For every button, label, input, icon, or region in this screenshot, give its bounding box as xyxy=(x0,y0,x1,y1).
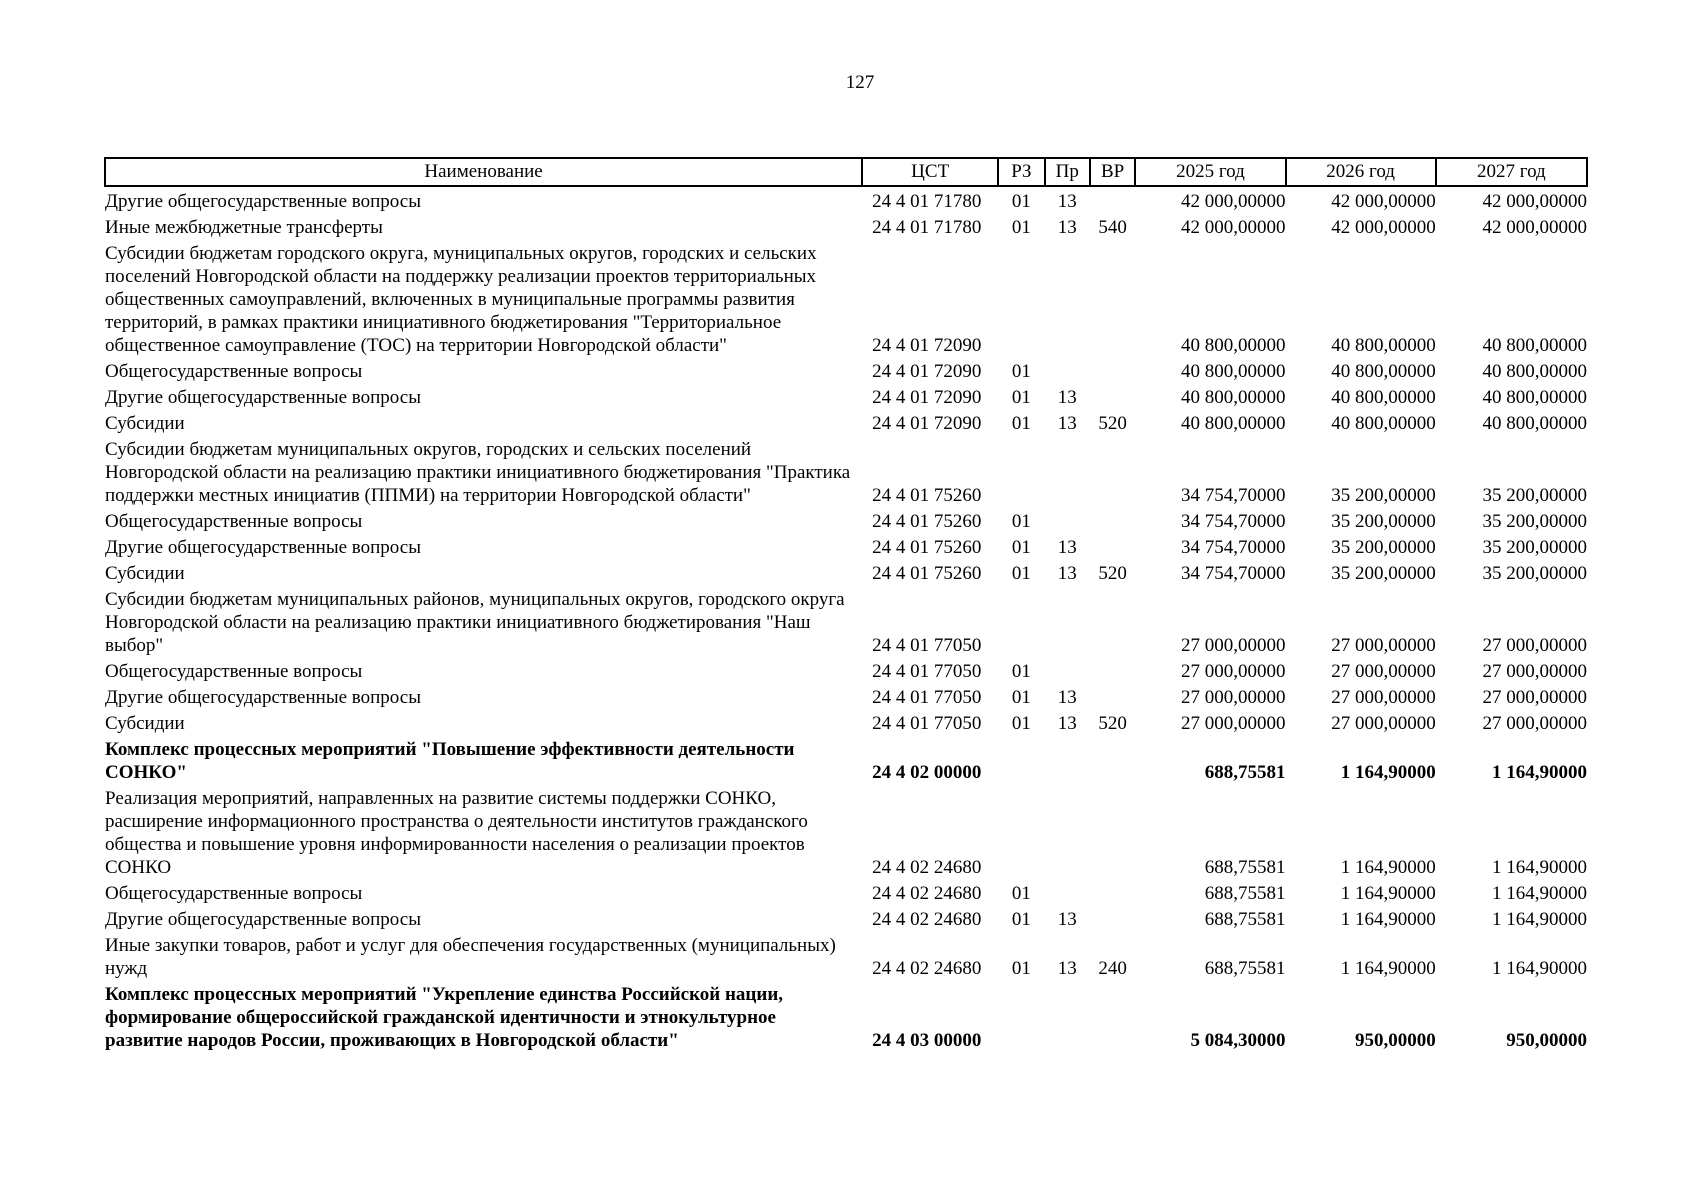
cell-vr xyxy=(1090,735,1135,784)
cell-cst: 24 4 01 72090 xyxy=(872,361,982,382)
cell-vr xyxy=(1090,533,1135,559)
header-pr: Пр xyxy=(1045,158,1090,186)
cell-pr xyxy=(1045,239,1090,357)
cell-cst: 24 4 02 24680 xyxy=(872,857,982,878)
cell-name: Другие общегосударственные вопросы xyxy=(105,537,421,558)
cell-name: Комплекс процессных мероприятий "Повышение эффективности деятельности СОНКО" xyxy=(105,739,795,783)
cell-2027: 42 000,00000 xyxy=(1482,217,1587,238)
cell-cst: 24 4 01 77050 xyxy=(872,635,982,656)
cell-pr xyxy=(1045,657,1090,683)
cell-2027: 1 164,90000 xyxy=(1492,762,1587,783)
page-number: 127 xyxy=(845,72,875,93)
cell-pr: 13 xyxy=(1057,687,1077,708)
cell-cst: 24 4 01 71780 xyxy=(872,217,982,238)
table-row xyxy=(105,683,1587,709)
cell-cst: 24 4 02 24680 xyxy=(872,909,982,930)
cell-vr xyxy=(1090,905,1135,931)
cell-rz: 01 xyxy=(1011,361,1031,382)
cell-pr xyxy=(1045,357,1090,383)
cell-2027: 27 000,00000 xyxy=(1482,713,1587,734)
cell-name: Другие общегосударственные вопросы xyxy=(105,191,421,212)
cell-2025: 40 800,00000 xyxy=(1181,413,1286,434)
cell-vr: 520 xyxy=(1098,713,1127,734)
table-row xyxy=(105,357,1587,383)
cell-2026: 35 200,00000 xyxy=(1331,511,1436,532)
cell-vr xyxy=(1090,239,1135,357)
cell-pr: 13 xyxy=(1057,387,1077,408)
table-row xyxy=(105,585,1587,657)
cell-2025: 34 754,70000 xyxy=(1181,563,1286,584)
cell-vr xyxy=(1090,657,1135,683)
cell-pr xyxy=(1045,435,1090,507)
cell-2025: 42 000,00000 xyxy=(1181,217,1286,238)
cell-rz: 01 xyxy=(1011,413,1031,434)
table-row xyxy=(105,507,1587,533)
cell-vr xyxy=(1090,186,1135,213)
table-row xyxy=(105,383,1587,409)
header-2026: 2026 год xyxy=(1286,158,1436,186)
cell-rz xyxy=(998,585,1044,657)
cell-rz xyxy=(998,239,1044,357)
cell-rz: 01 xyxy=(1011,217,1031,238)
cell-rz xyxy=(998,980,1044,1052)
cell-2027: 35 200,00000 xyxy=(1482,537,1587,558)
cell-cst: 24 4 01 75260 xyxy=(872,511,982,532)
cell-2027: 27 000,00000 xyxy=(1482,635,1587,656)
cell-2025: 40 800,00000 xyxy=(1181,361,1286,382)
cell-2025: 40 800,00000 xyxy=(1181,335,1286,356)
cell-2027: 27 000,00000 xyxy=(1482,687,1587,708)
cell-cst: 24 4 01 77050 xyxy=(872,713,982,734)
cell-cst: 24 4 02 24680 xyxy=(872,883,982,904)
header-rz: РЗ xyxy=(998,158,1044,186)
table-row xyxy=(105,905,1587,931)
cell-cst: 24 4 02 24680 xyxy=(872,958,982,979)
table-row xyxy=(105,657,1587,683)
cell-2027: 1 164,90000 xyxy=(1492,883,1587,904)
cell-name: Иные закупки товаров, работ и услуг для обеспечения государственных (муниципальных) нужд xyxy=(105,935,836,979)
cell-rz: 01 xyxy=(1011,661,1031,682)
cell-pr xyxy=(1045,585,1090,657)
cell-2026: 950,00000 xyxy=(1354,1030,1436,1051)
cell-2025: 34 754,70000 xyxy=(1181,537,1286,558)
cell-cst: 24 4 01 75260 xyxy=(872,485,982,506)
cell-vr: 540 xyxy=(1098,217,1127,238)
cell-2026: 1 164,90000 xyxy=(1340,909,1436,930)
cell-2026: 1 164,90000 xyxy=(1340,958,1436,979)
cell-rz: 01 xyxy=(1011,713,1031,734)
cell-cst: 24 4 01 71780 xyxy=(872,191,982,212)
cell-name: Субсидии бюджетам муниципальных районов, муниципальных округов, городского округа Новгородской области на реализацию практики инициативного бюджетирования "Наш выбор" xyxy=(105,589,845,656)
table-row xyxy=(105,533,1587,559)
cell-vr xyxy=(1090,507,1135,533)
budget-table xyxy=(104,157,1588,1052)
cell-pr xyxy=(1045,784,1090,879)
cell-rz: 01 xyxy=(1011,883,1031,904)
cell-2026: 40 800,00000 xyxy=(1331,361,1436,382)
cell-rz: 01 xyxy=(1011,958,1031,979)
cell-2027: 950,00000 xyxy=(1506,1030,1587,1051)
cell-2027: 40 800,00000 xyxy=(1482,387,1587,408)
cell-2027: 1 164,90000 xyxy=(1492,857,1587,878)
cell-pr: 13 xyxy=(1057,958,1077,979)
cell-pr xyxy=(1045,735,1090,784)
cell-2026: 27 000,00000 xyxy=(1331,713,1436,734)
cell-2025: 42 000,00000 xyxy=(1181,191,1286,212)
table-row xyxy=(105,784,1587,879)
table-row xyxy=(105,559,1587,585)
cell-2026: 27 000,00000 xyxy=(1331,635,1436,656)
cell-2027: 40 800,00000 xyxy=(1482,413,1587,434)
cell-cst: 24 4 03 00000 xyxy=(872,1030,982,1051)
cell-name: Реализация мероприятий, направленных на развитие системы поддержки СОНКО, расширение информационного пространства о деятельности институтов гражданского общества и повышение уровня информированности населения о реализации проектов СОНКО xyxy=(105,788,808,878)
cell-2026: 42 000,00000 xyxy=(1331,191,1436,212)
cell-vr xyxy=(1090,784,1135,879)
cell-2025: 27 000,00000 xyxy=(1181,661,1286,682)
cell-pr: 13 xyxy=(1057,563,1077,584)
cell-vr xyxy=(1090,357,1135,383)
cell-2025: 40 800,00000 xyxy=(1181,387,1286,408)
cell-pr: 13 xyxy=(1057,217,1077,238)
cell-2025: 688,75581 xyxy=(1204,857,1286,878)
cell-2026: 35 200,00000 xyxy=(1331,537,1436,558)
table-row xyxy=(105,980,1587,1052)
cell-vr: 520 xyxy=(1098,413,1127,434)
cell-rz xyxy=(998,435,1044,507)
table-row xyxy=(105,409,1587,435)
cell-2026: 35 200,00000 xyxy=(1331,563,1436,584)
header-2027: 2027 год xyxy=(1436,158,1587,186)
cell-2026: 1 164,90000 xyxy=(1340,883,1436,904)
cell-2025: 5 084,30000 xyxy=(1190,1030,1286,1051)
cell-cst: 24 4 01 77050 xyxy=(872,661,982,682)
table-row xyxy=(105,435,1587,507)
cell-2026: 40 800,00000 xyxy=(1331,335,1436,356)
cell-name: Субсидии бюджетам городского округа, муниципальных округов, городских и сельских поселений Новгородской области на поддержку реализации проектов территориальных общественных самоуправлений, включенных в муниципальные программы развития территорий, в рамках практики инициативного бюджетирования "Территориальное общественное самоуправление (ТОС) на территории Новгородской области" xyxy=(105,243,817,356)
table-body xyxy=(105,186,1587,1052)
cell-2027: 35 200,00000 xyxy=(1482,511,1587,532)
cell-2026: 27 000,00000 xyxy=(1331,661,1436,682)
cell-cst: 24 4 01 72090 xyxy=(872,413,982,434)
cell-2026: 40 800,00000 xyxy=(1331,413,1436,434)
table-header xyxy=(105,158,1587,186)
table-row xyxy=(105,735,1587,784)
cell-name: Другие общегосударственные вопросы xyxy=(105,909,421,930)
cell-2026: 42 000,00000 xyxy=(1331,217,1436,238)
cell-name: Другие общегосударственные вопросы xyxy=(105,387,421,408)
cell-rz xyxy=(998,735,1044,784)
cell-2025: 688,75581 xyxy=(1204,958,1286,979)
cell-2025: 27 000,00000 xyxy=(1181,713,1286,734)
cell-2025: 27 000,00000 xyxy=(1181,635,1286,656)
header-vr: ВР xyxy=(1090,158,1135,186)
cell-rz: 01 xyxy=(1011,387,1031,408)
cell-2027: 35 200,00000 xyxy=(1482,485,1587,506)
table-row xyxy=(105,213,1587,239)
cell-rz: 01 xyxy=(1011,563,1031,584)
cell-pr: 13 xyxy=(1057,191,1077,212)
cell-2027: 27 000,00000 xyxy=(1482,661,1587,682)
cell-vr xyxy=(1090,383,1135,409)
cell-name: Субсидии бюджетам муниципальных округов, городских и сельских поселений Новгородской области на реализацию практики инициативного бюджетирования "Практика поддержки местных инициатив (ППМИ) на территории Новгородской области" xyxy=(105,439,851,506)
cell-vr: 240 xyxy=(1098,958,1127,979)
cell-name: Общегосударственные вопросы xyxy=(105,511,363,532)
cell-2026: 1 164,90000 xyxy=(1340,762,1436,783)
cell-pr: 13 xyxy=(1057,413,1077,434)
header-name: Наименование xyxy=(105,158,862,186)
cell-rz: 01 xyxy=(1011,191,1031,212)
cell-2026: 40 800,00000 xyxy=(1331,387,1436,408)
cell-vr xyxy=(1090,435,1135,507)
cell-cst: 24 4 01 77050 xyxy=(872,687,982,708)
cell-pr xyxy=(1045,980,1090,1052)
cell-cst: 24 4 01 72090 xyxy=(872,335,982,356)
cell-rz xyxy=(998,784,1044,879)
cell-2026: 27 000,00000 xyxy=(1331,687,1436,708)
cell-rz: 01 xyxy=(1011,511,1031,532)
cell-cst: 24 4 01 75260 xyxy=(872,537,982,558)
cell-name: Комплекс процессных мероприятий "Укрепление единства Российской нации, формирование общероссийской гражданской идентичности и этнокультурное развитие народов России, проживающих в Новгородской области" xyxy=(105,984,784,1051)
cell-name: Общегосударственные вопросы xyxy=(105,661,363,682)
cell-name: Общегосударственные вопросы xyxy=(105,883,363,904)
cell-cst: 24 4 01 75260 xyxy=(872,563,982,584)
cell-2025: 34 754,70000 xyxy=(1181,511,1286,532)
cell-2026: 35 200,00000 xyxy=(1331,485,1436,506)
cell-name: Субсидии xyxy=(105,563,185,584)
cell-2027: 40 800,00000 xyxy=(1482,335,1587,356)
cell-vr xyxy=(1090,683,1135,709)
cell-2025: 34 754,70000 xyxy=(1181,485,1286,506)
cell-name: Субсидии xyxy=(105,413,185,434)
cell-2027: 1 164,90000 xyxy=(1492,958,1587,979)
cell-name: Общегосударственные вопросы xyxy=(105,361,363,382)
cell-name: Иные межбюджетные трансферты xyxy=(105,217,383,238)
header-cst: ЦСТ xyxy=(862,158,998,186)
cell-2026: 1 164,90000 xyxy=(1340,857,1436,878)
cell-2027: 40 800,00000 xyxy=(1482,361,1587,382)
cell-rz: 01 xyxy=(1011,537,1031,558)
cell-name: Другие общегосударственные вопросы xyxy=(105,687,421,708)
cell-2027: 42 000,00000 xyxy=(1482,191,1587,212)
cell-pr xyxy=(1045,507,1090,533)
cell-2025: 688,75581 xyxy=(1204,883,1286,904)
cell-vr: 520 xyxy=(1098,563,1127,584)
header-2025: 2025 год xyxy=(1135,158,1285,186)
cell-2027: 1 164,90000 xyxy=(1492,909,1587,930)
cell-vr xyxy=(1090,980,1135,1052)
cell-pr: 13 xyxy=(1057,909,1077,930)
table-row xyxy=(105,186,1587,213)
cell-rz: 01 xyxy=(1011,687,1031,708)
cell-rz: 01 xyxy=(1011,909,1031,930)
cell-pr: 13 xyxy=(1057,537,1077,558)
cell-vr xyxy=(1090,879,1135,905)
cell-2025: 688,75581 xyxy=(1204,762,1286,783)
cell-vr xyxy=(1090,585,1135,657)
cell-2025: 688,75581 xyxy=(1204,909,1286,930)
cell-2027: 35 200,00000 xyxy=(1482,563,1587,584)
cell-pr xyxy=(1045,879,1090,905)
cell-cst: 24 4 01 72090 xyxy=(872,387,982,408)
table-row xyxy=(105,709,1587,735)
table-row xyxy=(105,879,1587,905)
header-row xyxy=(105,158,1587,186)
cell-cst: 24 4 02 00000 xyxy=(872,762,982,783)
cell-name: Субсидии xyxy=(105,713,185,734)
cell-pr: 13 xyxy=(1057,713,1077,734)
table-row xyxy=(105,931,1587,980)
cell-2025: 27 000,00000 xyxy=(1181,687,1286,708)
table-row xyxy=(105,239,1587,357)
